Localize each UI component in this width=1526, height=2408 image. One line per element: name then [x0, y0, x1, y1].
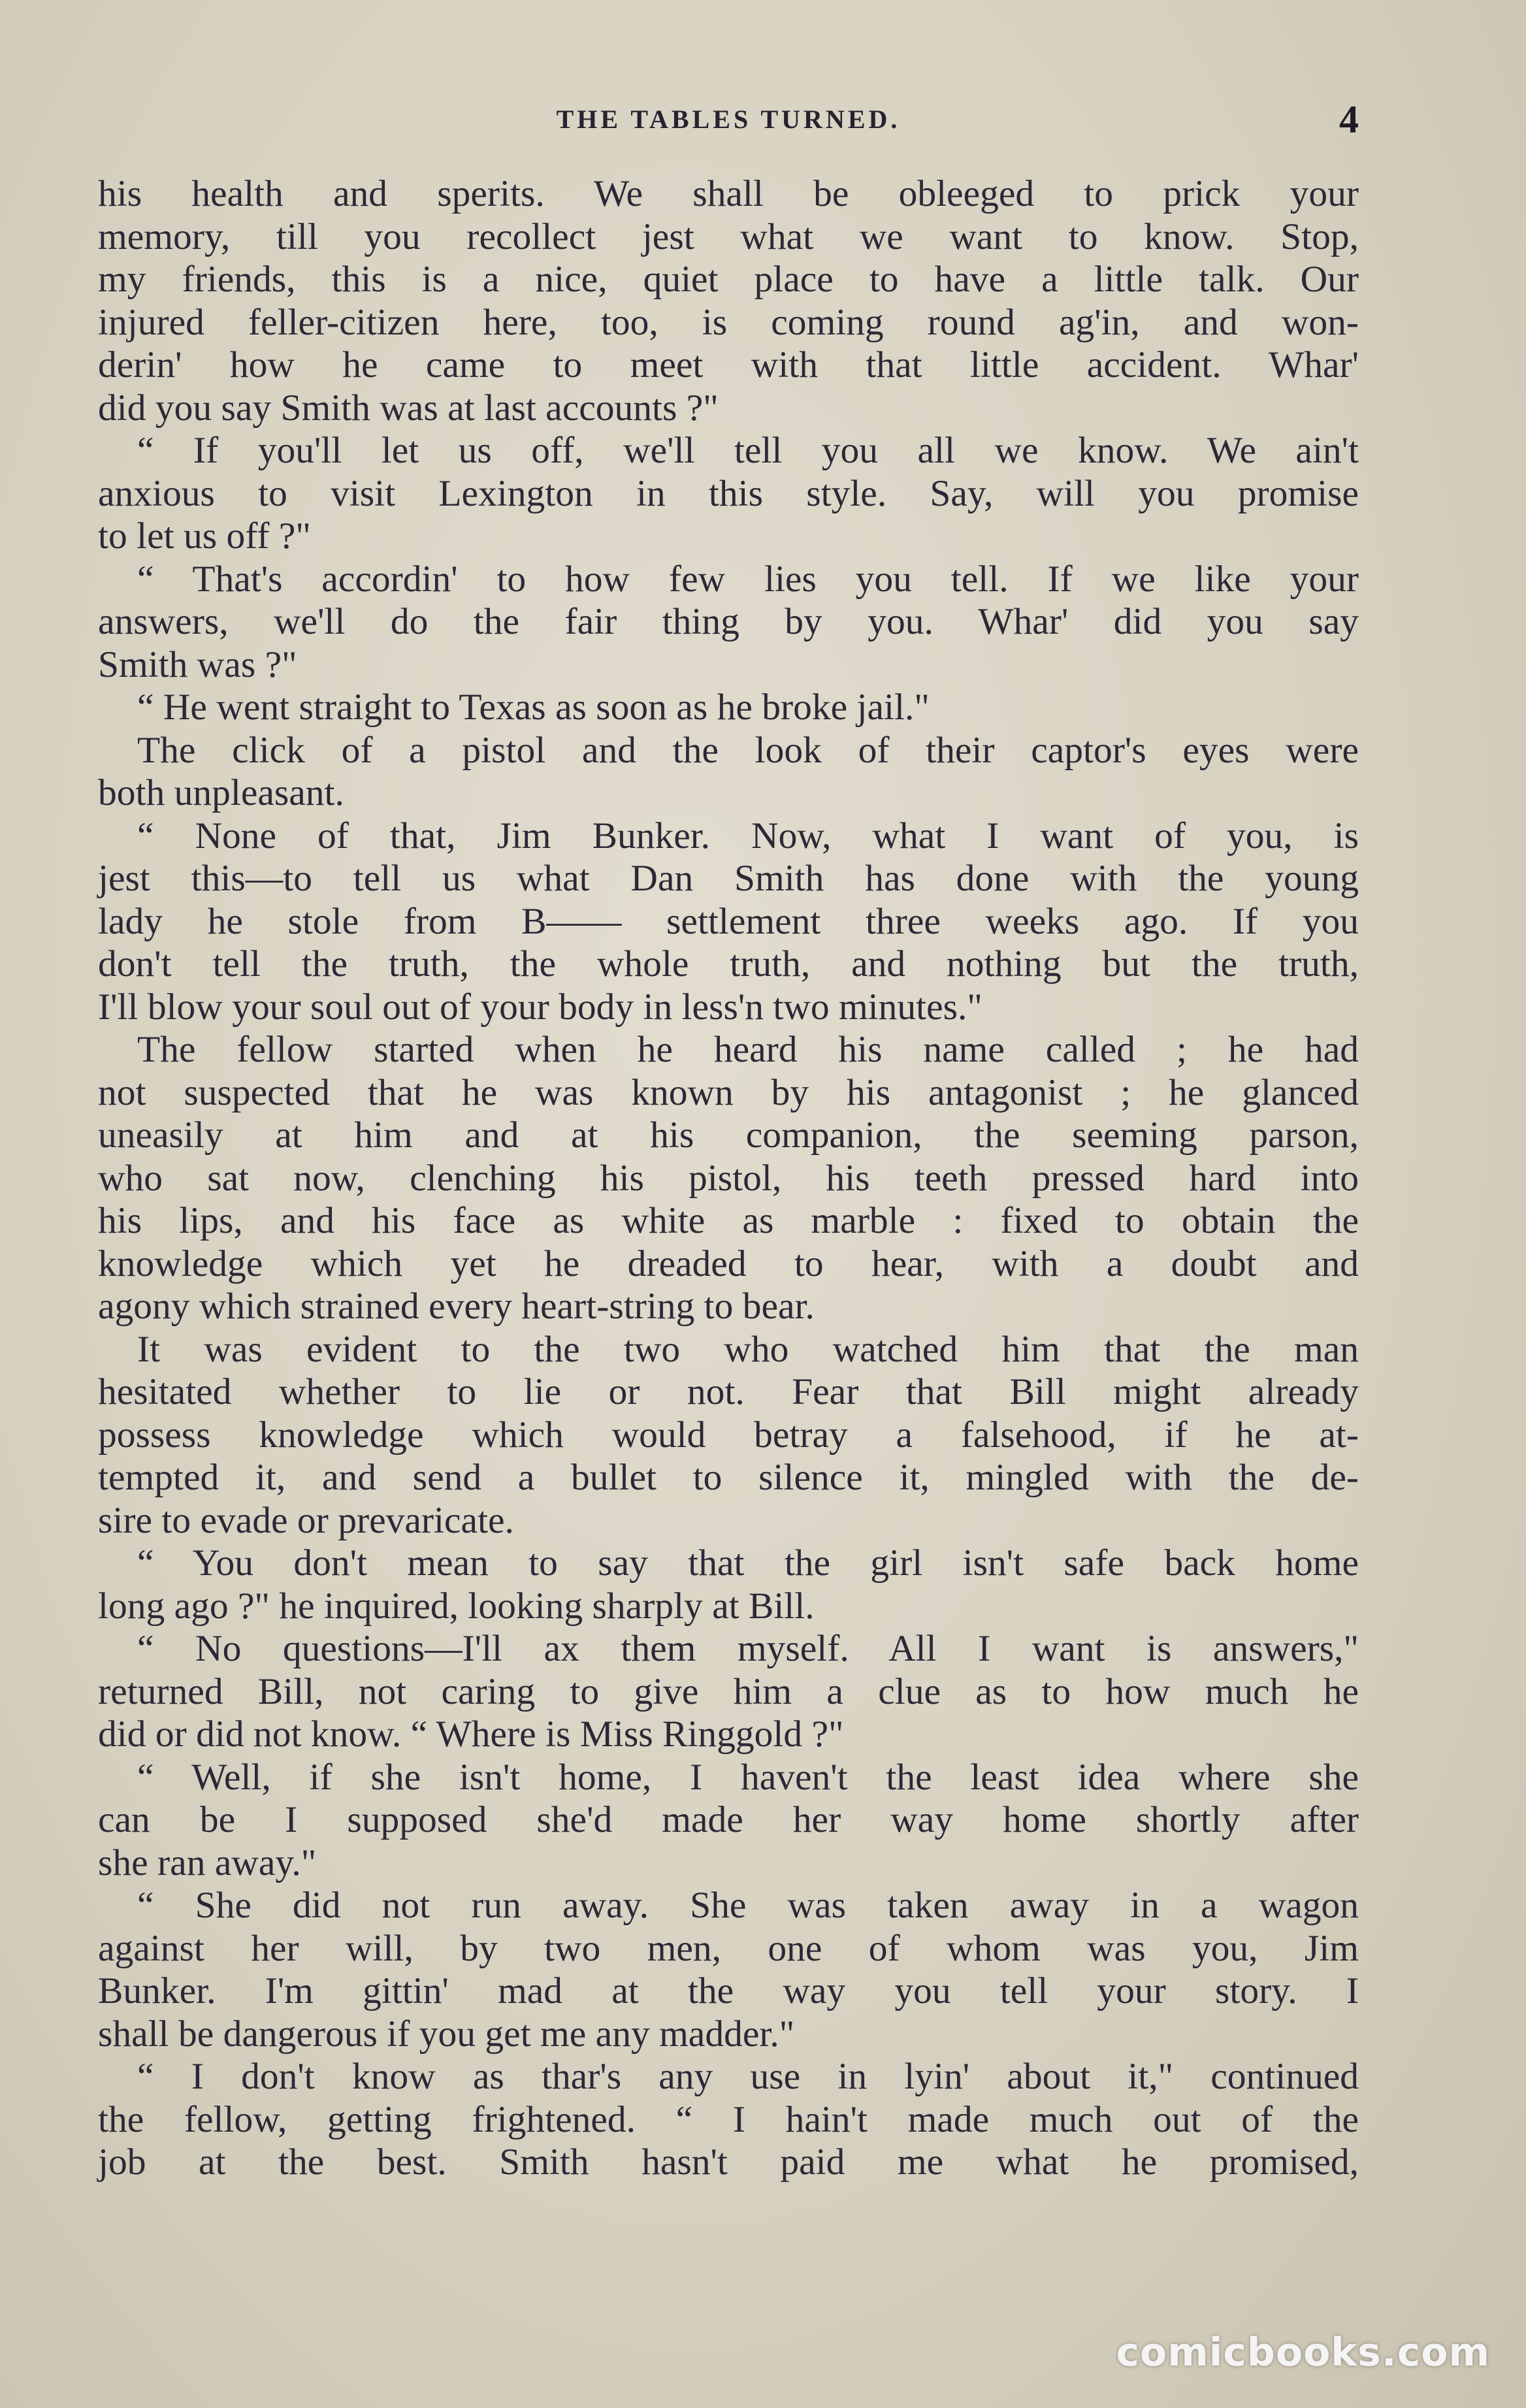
text-line: she ran away.": [98, 1842, 317, 1883]
text-line: jest this—to tell us what Dan Smith has done with the young: [98, 858, 1359, 899]
text-line: lady he stole from B—— settlement three weeks ago. If you: [98, 900, 1359, 942]
text-line: The click of a pistol and the look of their captor's eyes were: [137, 729, 1359, 771]
text-line: sire to evade or prevaricate.: [98, 1499, 514, 1541]
text-line: derin' how he came to meet with that little accident. Whar': [98, 344, 1359, 385]
text-line: I'll blow your soul out of your body in less'n two minutes.": [98, 986, 982, 1028]
text-line: don't tell the truth, the whole truth, and nothing but the truth,: [98, 943, 1359, 984]
text-line: the fellow, getting frightened. “ I hain't made much out of the: [98, 2098, 1359, 2140]
text-line: not suspected that he was known by his antagonist ; he glanced: [98, 1071, 1359, 1113]
text-line: agony which strained every heart-string to bear.: [98, 1286, 815, 1327]
text-line: injured feller-citizen here, too, is coming round ag'in, and won-: [98, 301, 1359, 343]
body-text: [98, 172, 1359, 2184]
text-line: “ Well, if she isn't home, I haven't the least idea where she: [137, 1756, 1359, 1798]
text-line: “ No questions—I'll ax them myself. All I want is answers,": [137, 1628, 1359, 1669]
text-line: his health and sperits. We shall be obleeged to prick your: [98, 173, 1359, 214]
text-line: returned Bill, not caring to give him a clue as to how much he: [98, 1670, 1359, 1712]
text-line: answers, we'll do the fair thing by you. Whar' did you say: [98, 601, 1359, 642]
text-line: “ She did not run away. She was taken away in a wagon: [137, 1885, 1359, 1926]
text-line: long ago ?" he inquired, looking sharply at Bill.: [98, 1585, 815, 1627]
text-line: knowledge which yet he dreaded to hear, with a doubt and: [98, 1243, 1359, 1284]
text-line: my friends, this is a nice, quiet place to have a little talk. Our: [98, 259, 1359, 300]
text-line: uneasily at him and at his companion, the seeming parson,: [98, 1115, 1359, 1156]
text-line: both unpleasant.: [98, 772, 344, 813]
text-line: “ He went straight to Texas as soon as he broke jail.": [137, 687, 930, 728]
text-line: “ If you'll let us off, we'll tell you all we know. We ain't: [137, 430, 1359, 471]
text-line: to let us off ?": [98, 515, 311, 557]
watermark: comicbooks.com: [1116, 2330, 1490, 2375]
text-line: anxious to visit Lexington in this style. Say, will you promise: [98, 472, 1359, 514]
text-line: “ That's accordin' to how few lies you tell. If we like your: [137, 558, 1359, 600]
text-line: memory, till you recollect jest what we want to know. Stop,: [98, 216, 1359, 257]
text-line: possess knowledge which would betray a falsehood, if he at-: [98, 1414, 1359, 1456]
text-line: shall be dangerous if you get me any madder.": [98, 2013, 795, 2055]
text-line: The fellow started when he heard his name called ; he had: [137, 1029, 1359, 1070]
text-line: “ None of that, Jim Bunker. Now, what I want of you, is: [137, 815, 1359, 856]
text-line: tempted it, and send a bullet to silence it, mingled with the de-: [98, 1457, 1359, 1498]
text-line: It was evident to the two who watched him that the man: [137, 1328, 1359, 1370]
text-line: “ You don't mean to say that the girl isn't safe back home: [137, 1542, 1359, 1584]
text-line: can be I supposed she'd made her way home shortly after: [98, 1799, 1359, 1840]
running-head: [98, 97, 1359, 142]
text-line: did you say Smith was at last accounts ?": [98, 387, 719, 429]
text-line: his lips, and his face as white as marble : fixed to obtain the: [98, 1200, 1359, 1241]
text-line: job at the best. Smith hasn't paid me what he promised,: [98, 2141, 1359, 2183]
text-line: Bunker. I'm gittin' mad at the way you tell your story. I: [98, 1970, 1359, 2011]
text-line: “ I don't know as thar's any use in lyin' about it," continued: [137, 2056, 1359, 2097]
text-line: did or did not know. “ Where is Miss Ringgold ?": [98, 1714, 844, 1755]
page-number: 4: [1339, 98, 1359, 141]
text-line: hesitated whether to lie or not. Fear that Bill might already: [98, 1371, 1359, 1412]
text-line: against her will, by two men, one of whom was you, Jim: [98, 1927, 1359, 1969]
text-line: who sat now, clenching his pistol, his teeth pressed hard into: [98, 1157, 1359, 1199]
text-line: Smith was ?": [98, 643, 297, 685]
running-title: THE TABLES TURNED.: [556, 105, 901, 134]
